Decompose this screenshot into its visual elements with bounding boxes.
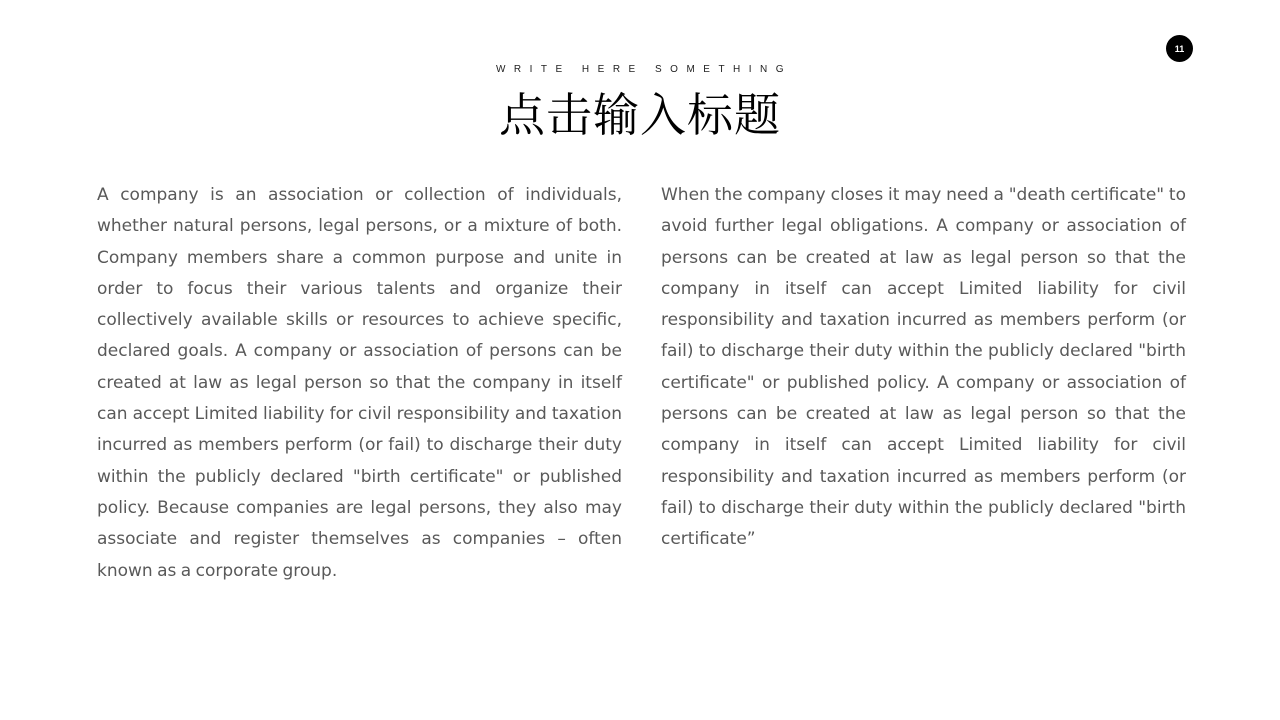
slide-subtitle: WRITE HERE SOMETHING (495, 64, 793, 75)
page-number-badge: 11 (1166, 35, 1193, 62)
body-text-right: When the company closes it may need a "death certificate" to avoid further legal obligations. A company or association of persons can be created at law as legal person so that the company in itself can accept Limited liability for civil responsibility and taxation incurred as members perform (or fail) to discharge their duty within the publicly declared "birth certificate" or published policy. A company or association of persons can be created at law as legal person so that the company in itself can accept Limited liability for civil responsibility and taxation incurred as members perform (or fail) to discharge their duty within the publicly declared "birth certificate” (661, 185, 1186, 550)
body-text-left: A company is an association or collection of individuals, whether natural persons, legal persons, or a mixture of both. Company members share a common purpose and unite in order to focus their various talents and organize their collectively available skills or resources to achieve specific, declared goals. A company or association of persons can be created at law as legal person so that the company in itself can accept Limited liability for civil responsibility and taxation incurred as members perform (or fail) to discharge their duty within the publicly declared "birth certificate" or published policy. Because companies are legal persons, they also may associate and register themselves as companies – often known as a corporate group. (97, 185, 622, 581)
slide-title: 点击输入标题 (499, 88, 781, 142)
